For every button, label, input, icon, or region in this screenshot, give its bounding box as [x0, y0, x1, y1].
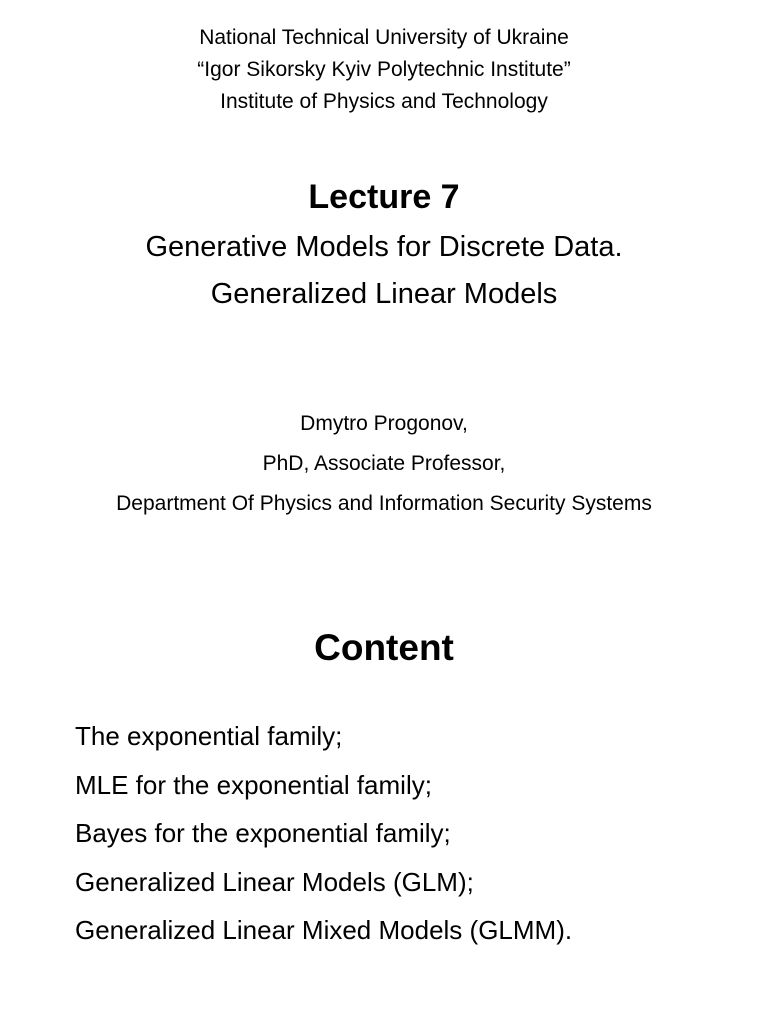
author-block [0, 404, 768, 524]
subtitle-line: Generalized Linear Models [210, 278, 558, 310]
author-position: PhD, Associate Professor, [262, 452, 506, 475]
institution-line: Institute of Physics and Technology [220, 90, 548, 113]
institution-line: National Technical University of Ukraine [199, 26, 569, 49]
list-item: Bayes for the exponential family; [75, 818, 451, 848]
list-item: The exponential family; [75, 721, 343, 751]
author-department: Department Of Physics and Information Security Systems [116, 492, 652, 515]
institution-block [0, 22, 768, 118]
institution-line: “Igor Sikorsky Kyiv Polytechnic Institute” [197, 58, 571, 81]
author-name: Dmytro Progonov, [300, 412, 468, 435]
list-item: MLE for the exponential family; [75, 769, 432, 800]
lecture-title: Lecture 7 [308, 178, 460, 216]
content-heading: Content [314, 627, 454, 668]
content-list [75, 712, 755, 955]
lecture-subtitle [0, 224, 768, 318]
list-item: Generalized Linear Mixed Models (GLMM). [75, 915, 573, 945]
subtitle-line: Generative Models for Discrete Data. [145, 231, 623, 263]
content-slide [0, 600, 768, 1024]
list-item: Generalized Linear Models (GLM); [75, 866, 474, 897]
